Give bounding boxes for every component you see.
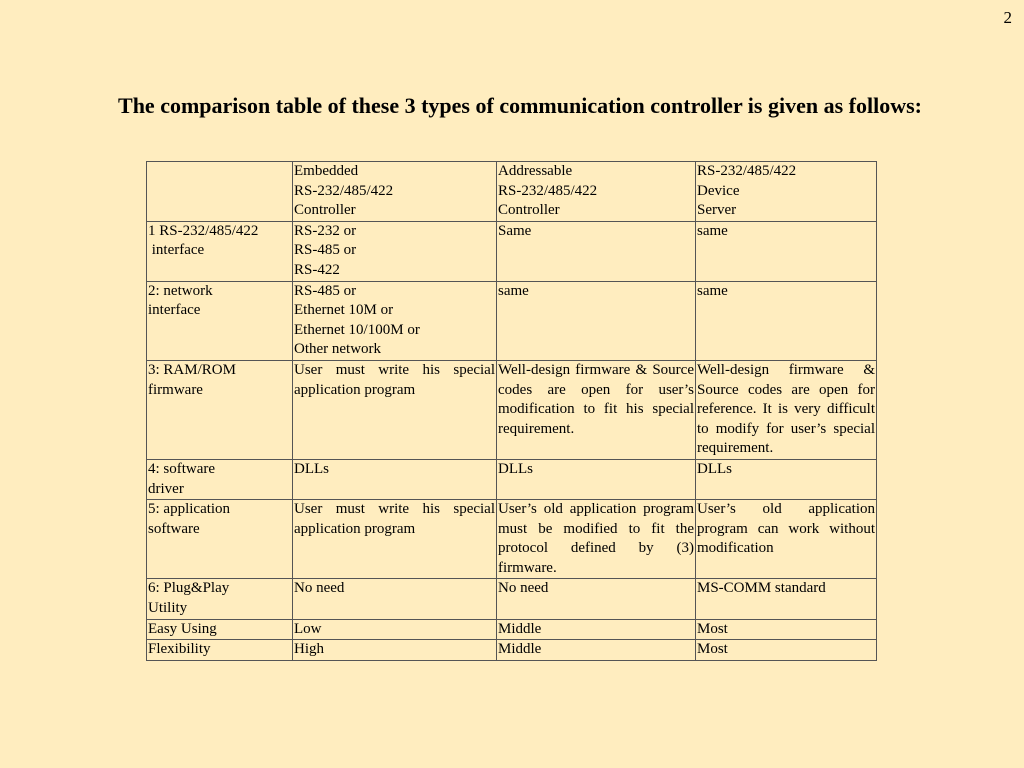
cell-line: driver	[148, 480, 184, 497]
cell-line: RS-232/485/422	[697, 163, 797, 179]
cell-line: Ethernet 10/100M or	[294, 321, 420, 338]
row-4-row-label-cell	[147, 459, 293, 499]
row-2-embedded-cell	[293, 281, 497, 360]
row-3-embedded-cell	[293, 360, 497, 459]
cell-line: RS-232/485/422	[498, 182, 598, 199]
row-3-addressable-cell	[497, 360, 696, 459]
cell-line: same	[697, 222, 728, 239]
cell-text: User must write his special application program	[294, 361, 495, 398]
cell-line: Controller	[498, 202, 560, 219]
comparison-table	[146, 161, 877, 661]
cell-line: 1 RS-232/485/422	[148, 222, 259, 239]
row-5-row-label-cell	[147, 500, 293, 579]
row-3-device-server-cell	[696, 360, 877, 459]
row-5-embedded-cell	[293, 500, 497, 579]
cell-line: 4: software	[148, 460, 216, 477]
row-8-embedded-cell	[293, 640, 497, 661]
comparison-table-body	[147, 162, 877, 661]
header-embedded-cell	[293, 162, 497, 222]
table-row	[147, 500, 877, 579]
cell-line: Controller	[294, 202, 356, 219]
cell-line: Utility	[148, 600, 188, 617]
cell-line: DLLs	[697, 460, 732, 477]
row-8-addressable-cell	[497, 640, 696, 661]
cell-line: Server	[697, 202, 737, 219]
row-2-addressable-cell	[497, 281, 696, 360]
cell-line: DLLs	[498, 460, 533, 477]
table-row	[147, 459, 877, 499]
cell-line: Device	[697, 182, 740, 199]
table-row	[147, 579, 877, 619]
cell-line: 2: network	[148, 282, 213, 299]
cell-line: interface	[148, 302, 201, 319]
row-7-device-server-cell	[696, 619, 877, 640]
row-6-addressable-cell	[497, 579, 696, 619]
cell-line: No need	[498, 580, 549, 597]
cell-line: Flexibility	[148, 641, 211, 658]
cell-line: RS-485 or	[294, 282, 357, 299]
cell-line: software	[148, 520, 200, 537]
cell-line: Embedded	[294, 163, 359, 179]
cell-line: Ethernet 10M or	[294, 302, 394, 319]
page-title: The comparison table of these 3 types of communication controller is given as follows:	[118, 93, 922, 118]
cell-line: RS-485 or	[294, 242, 357, 259]
row-5-addressable-cell	[497, 500, 696, 579]
cell-line: Same	[498, 222, 532, 239]
row-6-row-label-cell	[147, 579, 293, 619]
cell-line: same	[697, 282, 728, 299]
row-1-device-server-cell	[696, 221, 877, 281]
table-row	[147, 360, 877, 459]
row-1-addressable-cell	[497, 221, 696, 281]
row-1-row-label-cell	[147, 221, 293, 281]
table-row	[147, 221, 877, 281]
cell-line: 3: RAM/ROM	[148, 361, 236, 378]
row-6-device-server-cell	[696, 579, 877, 619]
cell-line: Middle	[498, 641, 542, 658]
cell-line: interface	[148, 242, 205, 259]
header-device-server-cell	[696, 162, 877, 222]
cell-line: No need	[294, 580, 345, 597]
cell-line: Other network	[294, 341, 382, 358]
cell-line: Middle	[498, 620, 542, 637]
header-addressable-cell	[497, 162, 696, 222]
row-3-row-label-cell	[147, 360, 293, 459]
row-8-row-label-cell	[147, 640, 293, 661]
cell-line: firmware	[148, 381, 203, 398]
row-1-embedded-cell	[293, 221, 497, 281]
cell-line: DLLs	[294, 460, 329, 477]
row-7-addressable-cell	[497, 619, 696, 640]
cell-line: RS-422	[294, 261, 340, 278]
row-8-device-server-cell	[696, 640, 877, 661]
cell-line: High	[294, 641, 324, 658]
cell-line: 6: Plug&Play	[148, 580, 230, 597]
cell-text: Well-design firmware & Source codes are open for user’s modification to fit his special requirement.	[498, 361, 694, 437]
row-7-row-label-cell	[147, 619, 293, 640]
row-4-addressable-cell	[497, 459, 696, 499]
cell-line: 5: application	[148, 501, 231, 518]
cell-text: Well-design firmware & Source codes are open for reference. It is very difficult to modify for user’s special requirement.	[697, 361, 875, 457]
cell-line: Addressable	[498, 163, 573, 179]
row-6-embedded-cell	[293, 579, 497, 619]
table-row	[147, 640, 877, 661]
row-2-row-label-cell	[147, 281, 293, 360]
header-row-label-cell	[147, 162, 293, 222]
table-row	[147, 281, 877, 360]
cell-line: RS-232/485/422	[294, 182, 394, 199]
cell-line: Easy Using	[148, 620, 217, 637]
cell-text: User’s old application program can work without modification	[697, 501, 875, 557]
table-header-row	[147, 162, 877, 222]
page-number: 2	[1003, 8, 1012, 27]
cell-line: MS-COMM standard	[697, 580, 826, 597]
cell-text: User must write his special application program	[294, 501, 495, 537]
table-row	[147, 619, 877, 640]
row-7-embedded-cell	[293, 619, 497, 640]
cell-text: User’s old application program must be modified to fit the protocol defined by (3) firmware.	[498, 501, 694, 576]
row-4-device-server-cell	[696, 459, 877, 499]
cell-line: Most	[697, 620, 728, 637]
cell-line: Low	[294, 620, 322, 637]
row-5-device-server-cell	[696, 500, 877, 579]
row-4-embedded-cell	[293, 459, 497, 499]
cell-line: RS-232 or	[294, 222, 357, 239]
cell-line: Most	[697, 641, 728, 658]
cell-line: same	[498, 282, 529, 299]
row-2-device-server-cell	[696, 281, 877, 360]
